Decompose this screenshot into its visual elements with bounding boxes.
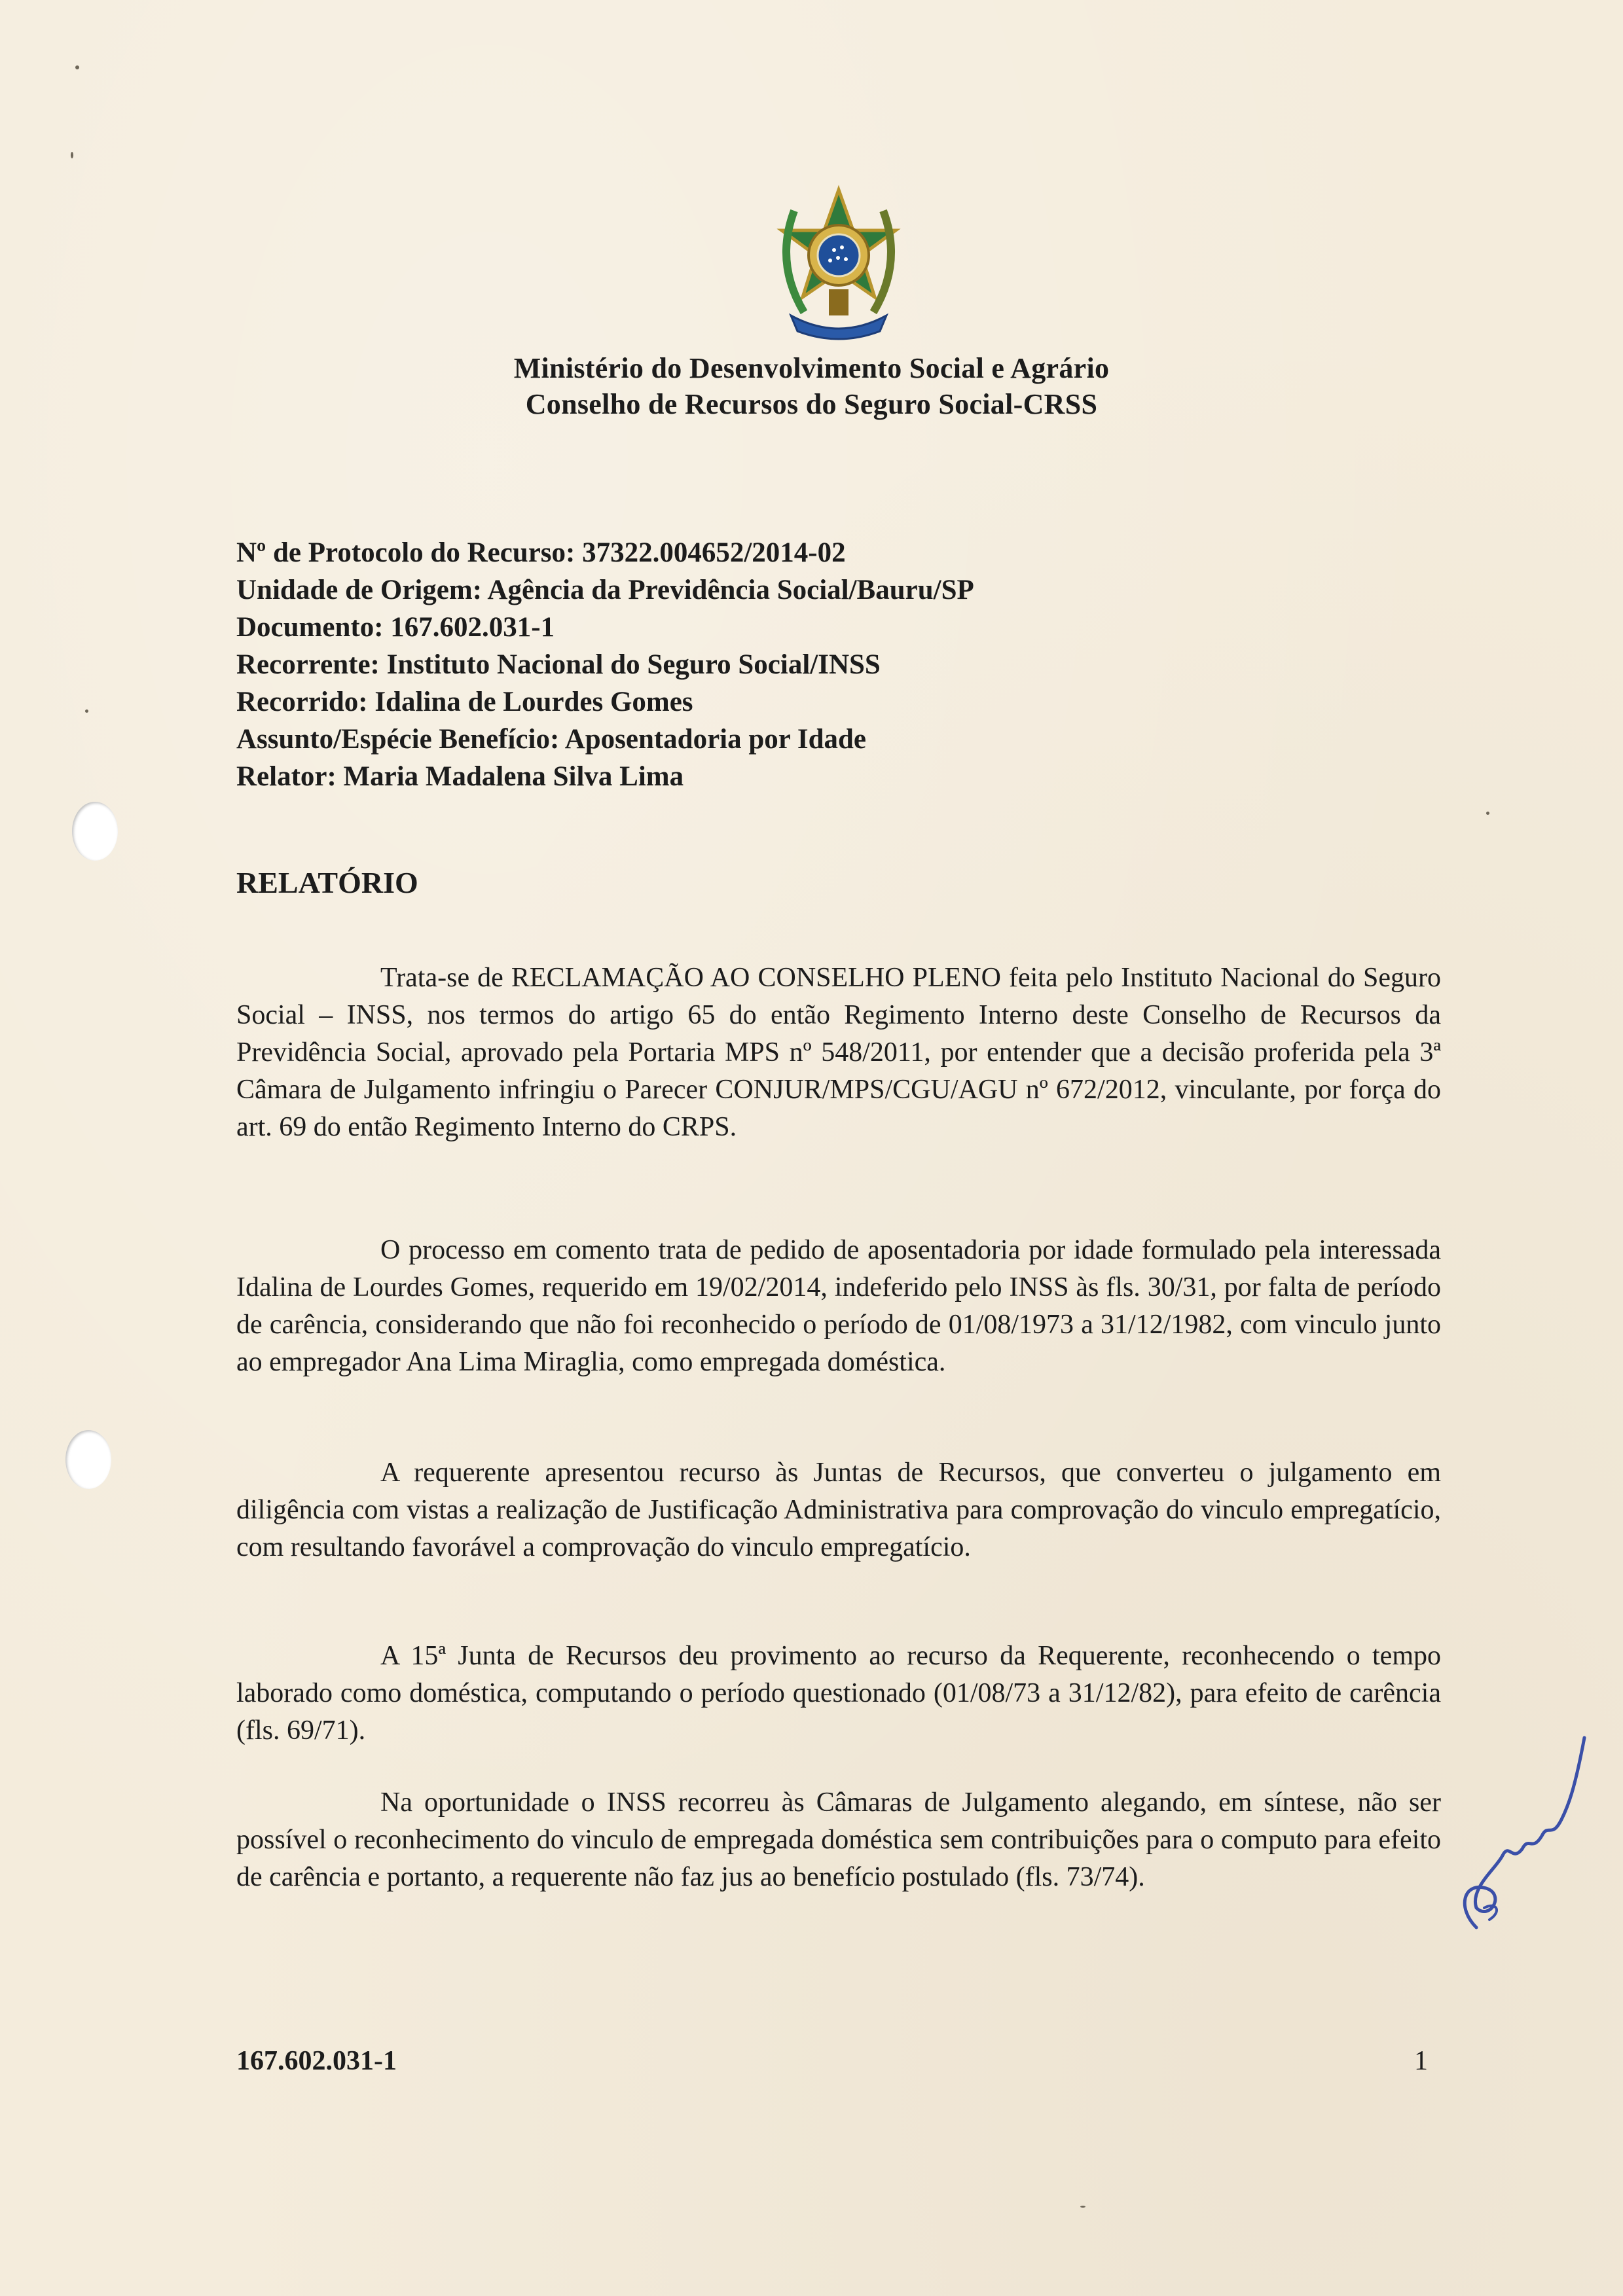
handwritten-initials bbox=[1450, 1712, 1594, 1947]
paragraph: Na oportunidade o INSS recorreu às Câmaras de Julgamento alegando, em síntese, não ser possível o reconhecimento do vinculo de empregada doméstica sem contribuições para o computo para efeito de carência e portanto, a requerente não faz jus ao benefício postulado (fls. 73/74). bbox=[236, 1787, 1441, 1892]
appellant: Recorrente: Instituto Nacional do Seguro Social/INSS bbox=[236, 649, 881, 680]
scan-speck bbox=[85, 709, 88, 713]
scan-speck bbox=[75, 65, 79, 69]
ministry-title: Ministério do Desenvolvimento Social e Agrário bbox=[513, 352, 1110, 384]
paragraph: A requerente apresentou recurso às Juntas de Recursos, que converteu o julgamento em diligência com vistas a realização de Justificação Administrativa para comprovação do vinculo empregatício, com resultando favorável a comprovação do vinculo empregatício. bbox=[236, 1458, 1441, 1562]
scan-speck bbox=[1080, 2206, 1085, 2208]
scan-speck bbox=[1486, 812, 1489, 815]
punch-hole-bottom bbox=[65, 1430, 111, 1489]
punch-hole-top bbox=[72, 802, 118, 861]
page-number: 1 bbox=[1414, 2046, 1428, 2076]
section-title: RELATÓRIO bbox=[236, 866, 418, 899]
footer-document-number: 167.602.031-1 bbox=[236, 2046, 397, 2076]
scan-speck bbox=[71, 152, 73, 158]
case-info-block bbox=[236, 534, 974, 795]
document-id: Documento: 167.602.031-1 bbox=[236, 612, 555, 643]
paragraph: A 15ª Junta de Recursos deu provimento ao recurso da Requerente, reconhecendo o tempo laborado como doméstica, computando o período questionado (01/08/73 a 31/12/82), para efeito de carência (fls. 69/71). bbox=[236, 1641, 1441, 1746]
paragraph: Trata-se de RECLAMAÇÃO AO CONSELHO PLENO feita pelo Instituto Nacional do Seguro Social – INSS, nos termos do artigo 65 do então Regimento Interno deste Conselho de Recursos da Previdência Social, aprovado pela Portaria MPS nº 548/2011, por entender que a decisão proferida pela 3ª Câmara de Julgamento infringiu o Parecer CONJUR/MPS/CGU/AGU nº 672/2012, vinculante, por força do art. 69 do então Regimento Interno do CRPS. bbox=[236, 963, 1441, 1142]
council-title: Conselho de Recursos do Seguro Social-CRSS bbox=[525, 388, 1098, 420]
paragraph: O processo em comento trata de pedido de aposentadoria por idade formulado pela interessada Idalina de Lourdes Gomes, requerido em 19/02/2014, indeferido pelo INSS às fls. 30/31, por falta de período de carência, considerando que não foi reconhecido o período de 01/08/1973 a 31/12/1982, com vinculo junto ao empregador Ana Lima Miraglia, como empregada doméstica. bbox=[236, 1235, 1441, 1377]
rapporteur: Relator: Maria Madalena Silva Lima bbox=[236, 761, 684, 792]
origin-unit: Unidade de Origem: Agência da Previdência Social/Bauru/SP bbox=[236, 575, 974, 605]
appellee: Recorrido: Idalina de Lourdes Gomes bbox=[236, 687, 693, 717]
brazil-coat-of-arms-icon bbox=[765, 185, 913, 347]
protocol-number: Nº de Protocolo do Recurso: 37322.004652/2014-02 bbox=[236, 537, 846, 568]
subject: Assunto/Espécie Benefício: Aposentadoria por Idade bbox=[236, 724, 866, 755]
